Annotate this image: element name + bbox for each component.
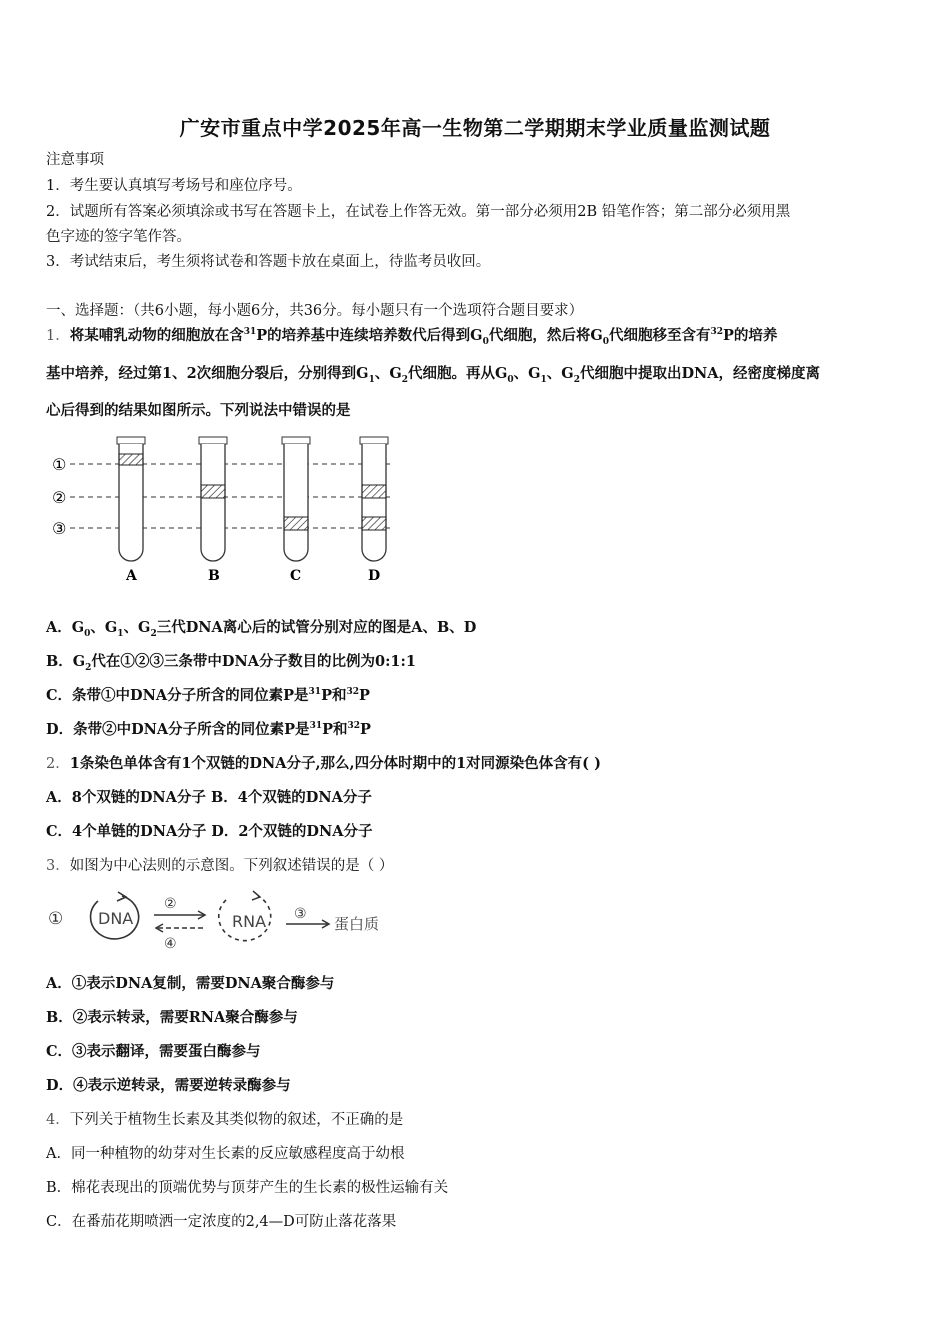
q1-text: 将某哺乳动物的细胞放在含 (69, 327, 244, 344)
q2-text: 1条染色单体含有1个双链的DNA分子,那么,四分体时期中的1对同源染色体含有( ) (69, 755, 601, 772)
q3-option-c: C．③表示翻译，需要蛋白酶参与 (46, 1043, 261, 1060)
q1-number: 1． (46, 328, 70, 344)
notice-item-2: 2．试题所有答案必须填涂或书写在答题卡上，在试卷上作答无效。第一部分必须用2B 铅笔作答；第二部分必须用黑 (46, 204, 791, 220)
section-heading: 一、选择题：（共6小题，每小题6分，共36分。每小题只有一个选项符合题目要求） (46, 303, 584, 319)
option-text: P (359, 687, 370, 704)
sup-32: 32 (347, 721, 361, 732)
tube-label-a: A (126, 568, 137, 584)
q3-number: 3． (46, 858, 70, 874)
option-text: D．条带②中DNA分子所含的同位素P是 (46, 721, 310, 738)
q2-number: 2． (46, 756, 70, 772)
notice-heading: 注意事项 (46, 152, 104, 168)
q1-option-c (46, 686, 370, 706)
option-text: 代在①②③三条带中DNA分子数目的比例为0:1:1 (91, 653, 416, 670)
rna-replication-arrow-icon (252, 891, 260, 900)
sub-1: 1 (540, 374, 547, 385)
q1-text: P的培养基中连续培养数代后得到G (256, 327, 483, 344)
sub-1: 1 (117, 628, 124, 639)
option-text: 、G (123, 619, 151, 636)
option-text: P (360, 721, 371, 738)
option-text: 、G (90, 619, 118, 636)
label-4: ④ (164, 936, 177, 952)
option-text: B．G (46, 653, 86, 670)
dna-label: DNA (98, 909, 134, 928)
q1-text: 代细胞，然后将G (488, 327, 603, 344)
sub-0: 0 (482, 336, 489, 347)
q1-text: 代细胞移至含有 (608, 327, 711, 344)
band-label-3: ③ (52, 519, 67, 538)
sup-31: 31 (308, 687, 322, 698)
sup-31: 31 (243, 327, 257, 338)
label-2: ② (164, 896, 177, 912)
tube-d (360, 437, 388, 561)
q1-option-d (46, 720, 371, 740)
band-c3 (284, 517, 308, 530)
band-d2 (362, 485, 386, 498)
band-a1 (119, 454, 143, 465)
q4-stem (46, 1110, 403, 1130)
central-dogma-figure (46, 888, 426, 954)
notice-item-3: 3．考试结束后，考生须将试卷和答题卡放在桌面上，待监考员收回。 (46, 254, 491, 270)
q1-text: 、G (546, 365, 574, 382)
q4-option-c: C．在番茄花期喷洒一定浓度的2,4—D可防止落花落果 (46, 1214, 397, 1230)
q4-option-a: A．同一种植物的幼芽对生长素的反应敏感程度高于幼根 (46, 1146, 405, 1162)
q1-stem-line1 (46, 326, 777, 346)
q1-option-b (46, 652, 416, 672)
option-text: C．条带①中DNA分子所含的同位素P是 (46, 687, 309, 704)
option-text: 三代DNA离心后的试管分别对应的图是A、B、D (156, 619, 477, 636)
q3-stem (46, 856, 393, 876)
tube-label-b: B (208, 568, 220, 584)
q2-stem (46, 754, 601, 774)
sup-32: 32 (346, 687, 359, 698)
band-d3 (362, 517, 386, 530)
sup-31: 31 (309, 721, 323, 732)
label-1: ① (48, 909, 64, 929)
q1-stem-line3: 心后得到的结果如图所示。下列说法中错误的是 (46, 402, 351, 419)
sub-0: 0 (507, 374, 514, 385)
page-title: 广安市重点中学2025年高一生物第二学期期末学业质量监测试题 (179, 116, 771, 140)
tube-b (199, 437, 227, 561)
protein-label: 蛋白质 (334, 915, 380, 933)
band-label-2: ② (52, 488, 67, 507)
q1-text: 代细胞。再从G (407, 365, 508, 382)
q1-text: 基中培养，经过第1、2次细胞分裂后，分别得到G (46, 365, 369, 382)
q1-option-a (46, 618, 476, 638)
option-text: P和 (321, 687, 347, 704)
rna-label: RNA (232, 912, 267, 931)
replication-arrow-icon (117, 892, 126, 901)
q4-number: 4． (46, 1112, 70, 1128)
sub-2: 2 (85, 662, 92, 673)
tube-c (282, 437, 310, 561)
q4-text: 下列关于植物生长素及其类似物的叙述，不正确的是 (69, 1112, 404, 1128)
q3-option-a: A．①表示DNA复制，需要DNA聚合酶参与 (46, 975, 335, 992)
q1-stem-line2 (46, 364, 820, 384)
tube-label-c: C (290, 568, 302, 584)
q3-option-d: D．④表示逆转录，需要逆转录酶参与 (46, 1077, 291, 1094)
sub-2: 2 (573, 374, 580, 385)
sub-0: 0 (602, 336, 609, 347)
notice-item-2-cont: 色字迹的签字笔作答。 (46, 229, 191, 245)
q1-text: 、G (374, 365, 402, 382)
q1-text: P的培养 (723, 327, 778, 344)
q1-text: 、G (513, 365, 541, 382)
tube-a (117, 437, 145, 561)
option-text: P和 (322, 721, 348, 738)
label-3: ③ (294, 906, 307, 922)
tube-label-d: D (368, 568, 381, 584)
sub-0: 0 (84, 628, 91, 639)
option-text: A．G (46, 619, 85, 636)
q2-options-ab: A．8个双链的DNA分子 B．4个双链的DNA分子 (46, 789, 372, 806)
q1-text: 代细胞中提取出DNA，经密度梯度离 (579, 365, 821, 382)
q2-options-cd: C．4个单链的DNA分子 D．2个双链的DNA分子 (46, 823, 373, 840)
sub-2: 2 (401, 374, 408, 385)
q3-option-b: B．②表示转录，需要RNA聚合酶参与 (46, 1009, 298, 1026)
notice-item-1: 1．考生要认真填写考场号和座位序号。 (46, 178, 302, 194)
band-b2 (201, 485, 225, 498)
sub-1: 1 (368, 374, 375, 385)
band-label-1: ① (52, 455, 67, 474)
centrifuge-tubes-figure (46, 434, 406, 590)
sub-2: 2 (150, 628, 157, 639)
sup-32: 32 (710, 327, 724, 338)
q3-text: 如图为中心法则的示意图。下列叙述错误的是（ ） (69, 858, 394, 874)
q4-option-b: B．棉花表现出的顶端优势与顶芽产生的生长素的极性运输有关 (46, 1180, 449, 1196)
